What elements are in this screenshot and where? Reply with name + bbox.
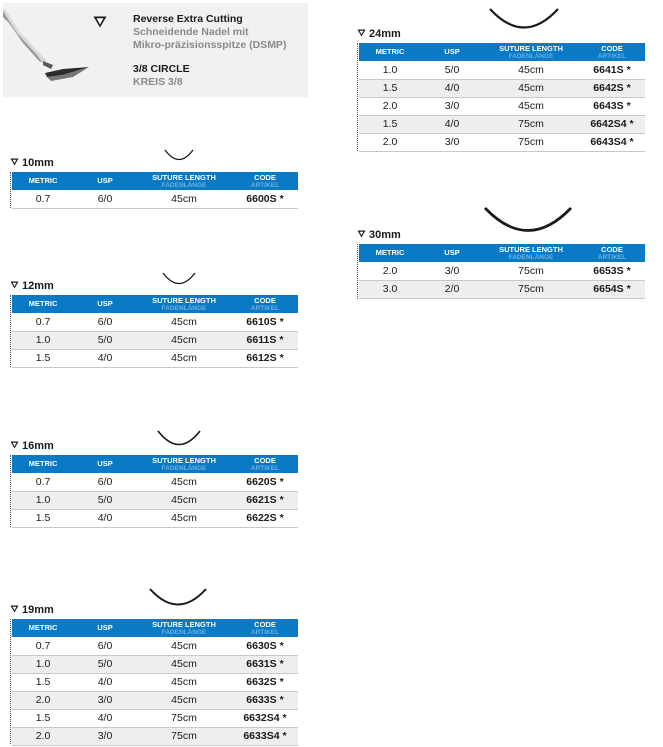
column-header-suture-length [136,455,232,473]
code-value: 6642S4 [590,118,627,130]
star-marker: * [626,82,631,94]
table-row [12,509,298,527]
table-row [359,97,645,115]
spec-table [359,43,645,152]
needle-curve-icon [155,428,203,450]
star-marker: * [629,136,634,148]
needle-size-label [10,604,54,616]
usp-cell: 3/0 [421,133,483,151]
suture-length-cell: 45cm [136,637,232,655]
table-row [359,115,645,133]
code-cell [232,509,298,527]
column-header-suture-length-sub: FADENLÄNGE [161,304,207,312]
spec-table [12,295,298,368]
reverse-cutting-triangle-icon [357,29,366,37]
spec-table [12,172,298,209]
star-marker: * [279,639,284,652]
needle-block-16mm [10,428,306,528]
code-cell [232,691,298,709]
column-header-suture-length-text: SUTURE LENGTH [152,172,216,182]
column-header-code [579,244,645,262]
column-header-suture-length [136,295,232,313]
code-value: 6600S [246,192,277,205]
reverse-cutting-triangle-icon [93,16,107,28]
metric-cell: 0.7 [12,313,74,331]
suture-length-cell: 75cm [483,115,579,133]
needle-size-text: 10mm [22,157,54,169]
star-marker: * [626,283,631,295]
code-value: 6611S [246,334,277,346]
code-cell [232,673,298,691]
column-header-code-text: CODE [254,172,276,182]
circle-label: 3/8 CIRCLE [133,63,190,75]
needle-curve-icon [162,147,196,163]
column-header-usp: USP [421,43,483,61]
code-value: 6654S [593,283,624,295]
column-header-suture-length-sub: FADENLÄNGE [161,464,207,472]
column-header-suture-length-text: SUTURE LENGTH [152,619,216,629]
column-header-metric: METRIC [12,455,74,473]
star-marker: * [279,315,284,328]
suture-length-cell: 45cm [483,61,579,79]
column-header-suture-length-text: SUTURE LENGTH [152,295,216,305]
block-dotted-line [10,619,11,744]
suture-length-cell: 45cm [136,473,232,491]
reverse-cutting-triangle-icon [10,158,19,166]
code-cell [579,262,645,280]
usp-cell: 5/0 [74,491,136,509]
star-marker: * [626,264,631,277]
star-marker: * [279,494,284,506]
kreis-label: KREIS 3/8 [133,76,183,88]
column-header-code-text: CODE [254,295,276,305]
reverse-cutting-triangle-icon [357,230,366,238]
star-marker: * [279,676,284,688]
code-value: 6622S [246,512,277,524]
metric-cell: 1.0 [359,61,421,79]
block-dotted-line [10,455,11,527]
column-header-code-text: CODE [601,244,623,254]
product-subtitle-line1: Schneidende Nadel mit [133,26,249,38]
column-header-suture-length [136,619,232,637]
star-marker: * [279,192,284,205]
column-header-code-sub: ARTIKEL [597,253,627,261]
column-header-suture-length-sub: FADENLÄNGE [508,253,554,261]
table-row [12,727,298,745]
metric-cell: 1.5 [12,709,74,727]
suture-length-cell: 75cm [483,133,579,151]
metric-cell: 1.5 [12,673,74,691]
column-header-suture-length-text: SUTURE LENGTH [499,244,563,254]
block-dotted-line [10,295,11,367]
code-cell [232,491,298,509]
needle-curve-icon [147,586,209,610]
suture-length-cell: 45cm [136,331,232,349]
code-value: 6621S [246,494,277,506]
code-cell [232,709,298,727]
code-cell [579,115,645,133]
column-header-code-sub: ARTIKEL [250,464,280,472]
code-cell [579,97,645,115]
column-header-usp: USP [74,455,136,473]
table-header-row [12,172,298,190]
needle-block-19mm [10,586,306,744]
metric-cell: 1.0 [12,331,74,349]
column-header-usp: USP [74,619,136,637]
code-cell [579,280,645,298]
metric-cell: 2.0 [12,691,74,709]
code-value: 6642S [593,82,624,94]
reverse-cutting-needle-tip-image [3,3,95,97]
star-marker: * [279,512,284,524]
needle-block-10mm [10,145,306,210]
table-row [12,491,298,509]
usp-cell: 4/0 [74,509,136,527]
usp-cell: 2/0 [421,280,483,298]
suture-length-cell: 45cm [136,491,232,509]
code-cell [232,190,298,208]
column-header-code-text: CODE [601,43,623,53]
usp-cell: 6/0 [74,473,136,491]
product-subtitle-line2: Mikro-präzisionsspitze (DSMP) [133,39,287,51]
usp-cell: 4/0 [74,673,136,691]
code-value: 6633S [246,694,277,706]
block-dotted-line [10,172,11,208]
product-header-text [133,13,308,89]
reverse-cutting-triangle-icon [10,605,19,613]
needle-size-label [10,280,54,292]
code-value: 6632S [246,676,277,688]
code-cell [232,313,298,331]
table-header-row [359,244,645,262]
spec-table [359,244,645,299]
code-cell [232,473,298,491]
suture-length-cell: 45cm [483,97,579,115]
reverse-cutting-triangle-icon [10,281,19,289]
needle-block-24mm [357,6,653,152]
table-row [12,190,298,208]
suture-length-cell: 45cm [136,655,232,673]
column-header-suture-length-sub: FADENLÄNGE [508,52,554,60]
table-header-row [359,43,645,61]
suture-length-cell: 45cm [136,691,232,709]
block-dotted-line [357,43,358,151]
suture-length-cell: 75cm [136,709,232,727]
spec-table [12,619,298,746]
usp-cell: 3/0 [421,97,483,115]
usp-cell: 6/0 [74,637,136,655]
code-value: 6632S4 [243,712,280,724]
column-header-metric: METRIC [12,295,74,313]
suture-length-cell: 45cm [136,509,232,527]
column-header-code [232,295,298,313]
star-marker: * [279,352,284,364]
code-cell [579,133,645,151]
table-row [359,79,645,97]
spec-table [12,455,298,528]
needle-size-text: 16mm [22,440,54,452]
suture-length-cell: 45cm [136,673,232,691]
metric-cell: 2.0 [12,727,74,745]
column-header-suture-length-sub: FADENLÄNGE [161,628,207,636]
table-row [359,262,645,280]
table-row [12,349,298,367]
needle-size-label [357,229,401,241]
table-row [359,133,645,151]
needle-size-label [10,440,54,452]
star-marker: * [279,475,284,488]
metric-cell: 1.5 [359,115,421,133]
table-header-row [12,455,298,473]
column-header-suture-length [483,43,579,61]
star-marker: * [626,63,631,76]
star-marker: * [282,730,287,742]
metric-cell: 1.5 [359,79,421,97]
star-marker: * [279,658,284,670]
suture-length-cell: 45cm [136,313,232,331]
usp-cell: 5/0 [74,331,136,349]
metric-cell: 0.7 [12,473,74,491]
suture-length-cell: 45cm [483,79,579,97]
star-marker: * [282,712,287,724]
needle-block-30mm [357,205,653,300]
table-row [12,655,298,673]
needle-size-text: 12mm [22,280,54,292]
table-row [12,709,298,727]
table-row [12,673,298,691]
star-marker: * [629,118,634,130]
table-header-row [12,295,298,313]
code-value: 6653S [593,264,624,277]
code-cell [579,61,645,79]
needle-curve-icon [160,270,198,288]
column-header-metric: METRIC [359,43,421,61]
code-cell [232,727,298,745]
column-header-suture-length-text: SUTURE LENGTH [152,455,216,465]
metric-cell: 1.0 [12,655,74,673]
code-value: 6641S [593,63,624,76]
suture-length-cell: 45cm [136,349,232,367]
column-header-code [232,172,298,190]
code-cell [232,331,298,349]
star-marker: * [279,694,284,706]
table-row [12,637,298,655]
needle-curve-icon [487,6,561,34]
column-header-code-sub: ARTIKEL [250,628,280,636]
metric-cell: 1.0 [12,491,74,509]
column-header-code-sub: ARTIKEL [597,52,627,60]
code-value: 6610S [246,315,277,328]
metric-cell: 0.7 [12,637,74,655]
table-row [12,473,298,491]
column-header-code-text: CODE [254,619,276,629]
star-marker: * [279,334,284,346]
column-header-code [579,43,645,61]
code-value: 6620S [246,475,277,488]
column-header-metric: METRIC [359,244,421,262]
column-header-code [232,455,298,473]
usp-cell: 3/0 [421,262,483,280]
column-header-code-sub: ARTIKEL [250,304,280,312]
table-row [359,280,645,298]
usp-cell: 4/0 [421,115,483,133]
needle-size-label [10,157,54,169]
usp-cell: 4/0 [421,79,483,97]
table-header-row [12,619,298,637]
usp-cell: 5/0 [74,655,136,673]
column-header-suture-length-text: SUTURE LENGTH [499,43,563,53]
column-header-usp: USP [74,172,136,190]
column-header-code-sub: ARTIKEL [250,181,280,189]
code-value: 6631S [246,658,277,670]
star-marker: * [626,100,631,112]
usp-cell: 5/0 [421,61,483,79]
table-row [12,313,298,331]
table-row [359,61,645,79]
metric-cell: 2.0 [359,262,421,280]
metric-cell: 0.7 [12,190,74,208]
usp-cell: 6/0 [74,313,136,331]
usp-cell: 6/0 [74,190,136,208]
suture-length-cell: 75cm [483,280,579,298]
column-header-code-text: CODE [254,455,276,465]
code-value: 6643S4 [590,136,627,148]
column-header-suture-length-sub: FADENLÄNGE [161,181,207,189]
column-header-suture-length [483,244,579,262]
needle-curve-icon [482,205,574,239]
column-header-suture-length [136,172,232,190]
table-row [12,331,298,349]
table-row [12,691,298,709]
code-value: 6643S [593,100,624,112]
needle-size-text: 24mm [369,28,401,40]
needle-size-text: 30mm [369,229,401,241]
product-title: Reverse Extra Cutting [133,13,243,25]
code-cell [232,637,298,655]
block-dotted-line [357,244,358,299]
suture-length-cell: 75cm [136,727,232,745]
code-value: 6630S [246,639,277,652]
metric-cell: 2.0 [359,97,421,115]
column-header-metric: METRIC [12,172,74,190]
column-header-code [232,619,298,637]
code-cell [579,79,645,97]
metric-cell: 3.0 [359,280,421,298]
needle-block-12mm [10,268,306,368]
needle-size-label [357,28,401,40]
usp-cell: 4/0 [74,349,136,367]
column-header-usp: USP [74,295,136,313]
code-cell [232,655,298,673]
needle-size-text: 19mm [22,604,54,616]
usp-cell: 3/0 [74,727,136,745]
usp-cell: 4/0 [74,709,136,727]
reverse-cutting-triangle-icon [10,441,19,449]
metric-cell: 1.5 [12,349,74,367]
code-value: 6612S [246,352,277,364]
code-cell [232,349,298,367]
suture-length-cell: 75cm [483,262,579,280]
metric-cell: 1.5 [12,509,74,527]
usp-cell: 3/0 [74,691,136,709]
metric-cell: 2.0 [359,133,421,151]
column-header-usp: USP [421,244,483,262]
column-header-metric: METRIC [12,619,74,637]
code-value: 6633S4 [243,730,280,742]
product-header [3,3,308,97]
suture-length-cell: 45cm [136,190,232,208]
